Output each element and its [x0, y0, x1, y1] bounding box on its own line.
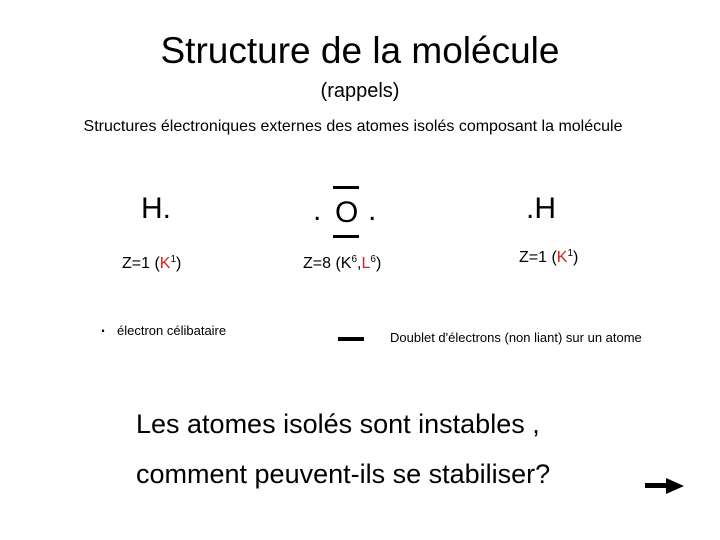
legend-doublet: Doublet d'électrons (non liant) sur un atome [390, 330, 642, 345]
oxygen-dot-left: . [313, 194, 322, 227]
lone-pair-top [333, 186, 359, 189]
atom-h-right: .H [526, 192, 556, 225]
page-title: Structure de la molécule [160, 30, 560, 71]
config-h-right: Z=1 $(K^1)$ [519, 248, 579, 266]
legend-single-electron: électron célibataire [117, 323, 227, 338]
section-heading: Structures électroniques externes des atomes isolés composant la molécule [83, 118, 623, 135]
config-h-left: Z=1 $(K^1)$ [122, 254, 182, 272]
atom-o: O [335, 196, 359, 229]
legend-dot-symbol: . [100, 312, 107, 337]
config-o: Z=8 $(K^6,L^6)$ [303, 254, 382, 272]
conclusion-line-2: comment peuvent-ils se stabiliser? [136, 459, 551, 489]
lone-pair-bottom [333, 235, 359, 238]
oxygen-dot-right: . [368, 194, 377, 227]
subtitle: (rappels) [320, 80, 400, 102]
atom-h-left: H. [141, 192, 171, 225]
conclusion-line-1: Les atomes isolés sont instables , [136, 409, 540, 439]
legend-doublet-bar [338, 337, 364, 341]
